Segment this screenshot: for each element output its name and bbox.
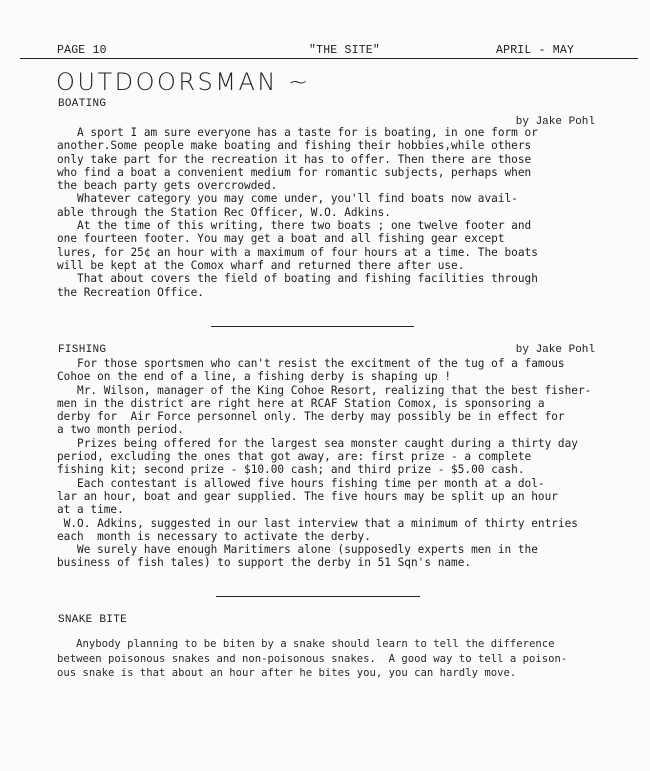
column-title: OUTDOORSMAN ~ — [56, 68, 311, 96]
page-number: PAGE 10 — [57, 44, 107, 57]
article-body-boating: A sport I am sure everyone has a taste for is boating, in one form or another.Some people make boating and fishing their hobbies,while others only take part for the recreation it has to offer. Then there are those who find a boat a convenient medium for romantic subjects, perhaps when the beach party gets overcrowded. Whatever category you may come under, you'll find boats now avail- able through the Station Rec Officer, W.O. Adkins. At the time of this writing, there two boats ; one twelve footer and one fourteen footer. You may get a boat and all fishing gear except lures, for 25¢ an hour with a maximum of four hours at a time. The boats will be kept at the Comox wharf and returned there after use. That about covers the field of boating and fishing facilities through the Recreation Office. — [57, 126, 538, 299]
header-rule — [20, 58, 638, 59]
section-divider — [216, 596, 420, 597]
byline-boating: by Jake Pohl — [515, 116, 595, 128]
section-heading-fishing: FISHING — [58, 344, 107, 356]
section-divider — [211, 326, 414, 327]
section-heading-snake-bite: SNAKE BITE — [58, 614, 128, 626]
article-body-snake-bite: Anybody planning to be biten by a snake should learn to tell the difference between poisonous snakes and non-poisonous snakes. A good way to tell a poison- ous snake is that about an hour after he bites you, you can hardly move. — [57, 638, 568, 679]
article-body-fishing: For those sportsmen who can't resist the excitment of the tug of a famous Cohoe on the end of a line, a fishing derby is shaping up ! Mr. Wilson, manager of the King Cohoe Resort, realizing that the best fisher- men in the district are right here at RCAF Station Comox, is sponsoring a derby for Air Force personnel only. The derby may possibly be in effect for a two month period. Prizes being offered for the largest sea monster caught during a thirty day period, excluding the ones that got away, are: first prize - a complete fishing kit; second prize - $10.00 cash; and third prize - $5.00 cash. Each contestant is allowed five hours fishing time per month at a dol- lar an hour, boat and gear supplied. The five hours may be split up an hour at a time. W.O. Adkins, suggested in our last interview that a minimum of thirty entries each month is necessary to activate the derby. We surely have enough Maritimers alone (supposedly experts men in the business of fish tales) to support the derby in 51 Sqn's name. — [57, 357, 592, 570]
byline-fishing: by Jake Pohl — [515, 344, 595, 356]
publication-name: "THE SITE" — [309, 44, 381, 57]
issue-date: APRIL - MAY — [496, 44, 575, 57]
section-heading-boating: BOATING — [58, 98, 107, 110]
